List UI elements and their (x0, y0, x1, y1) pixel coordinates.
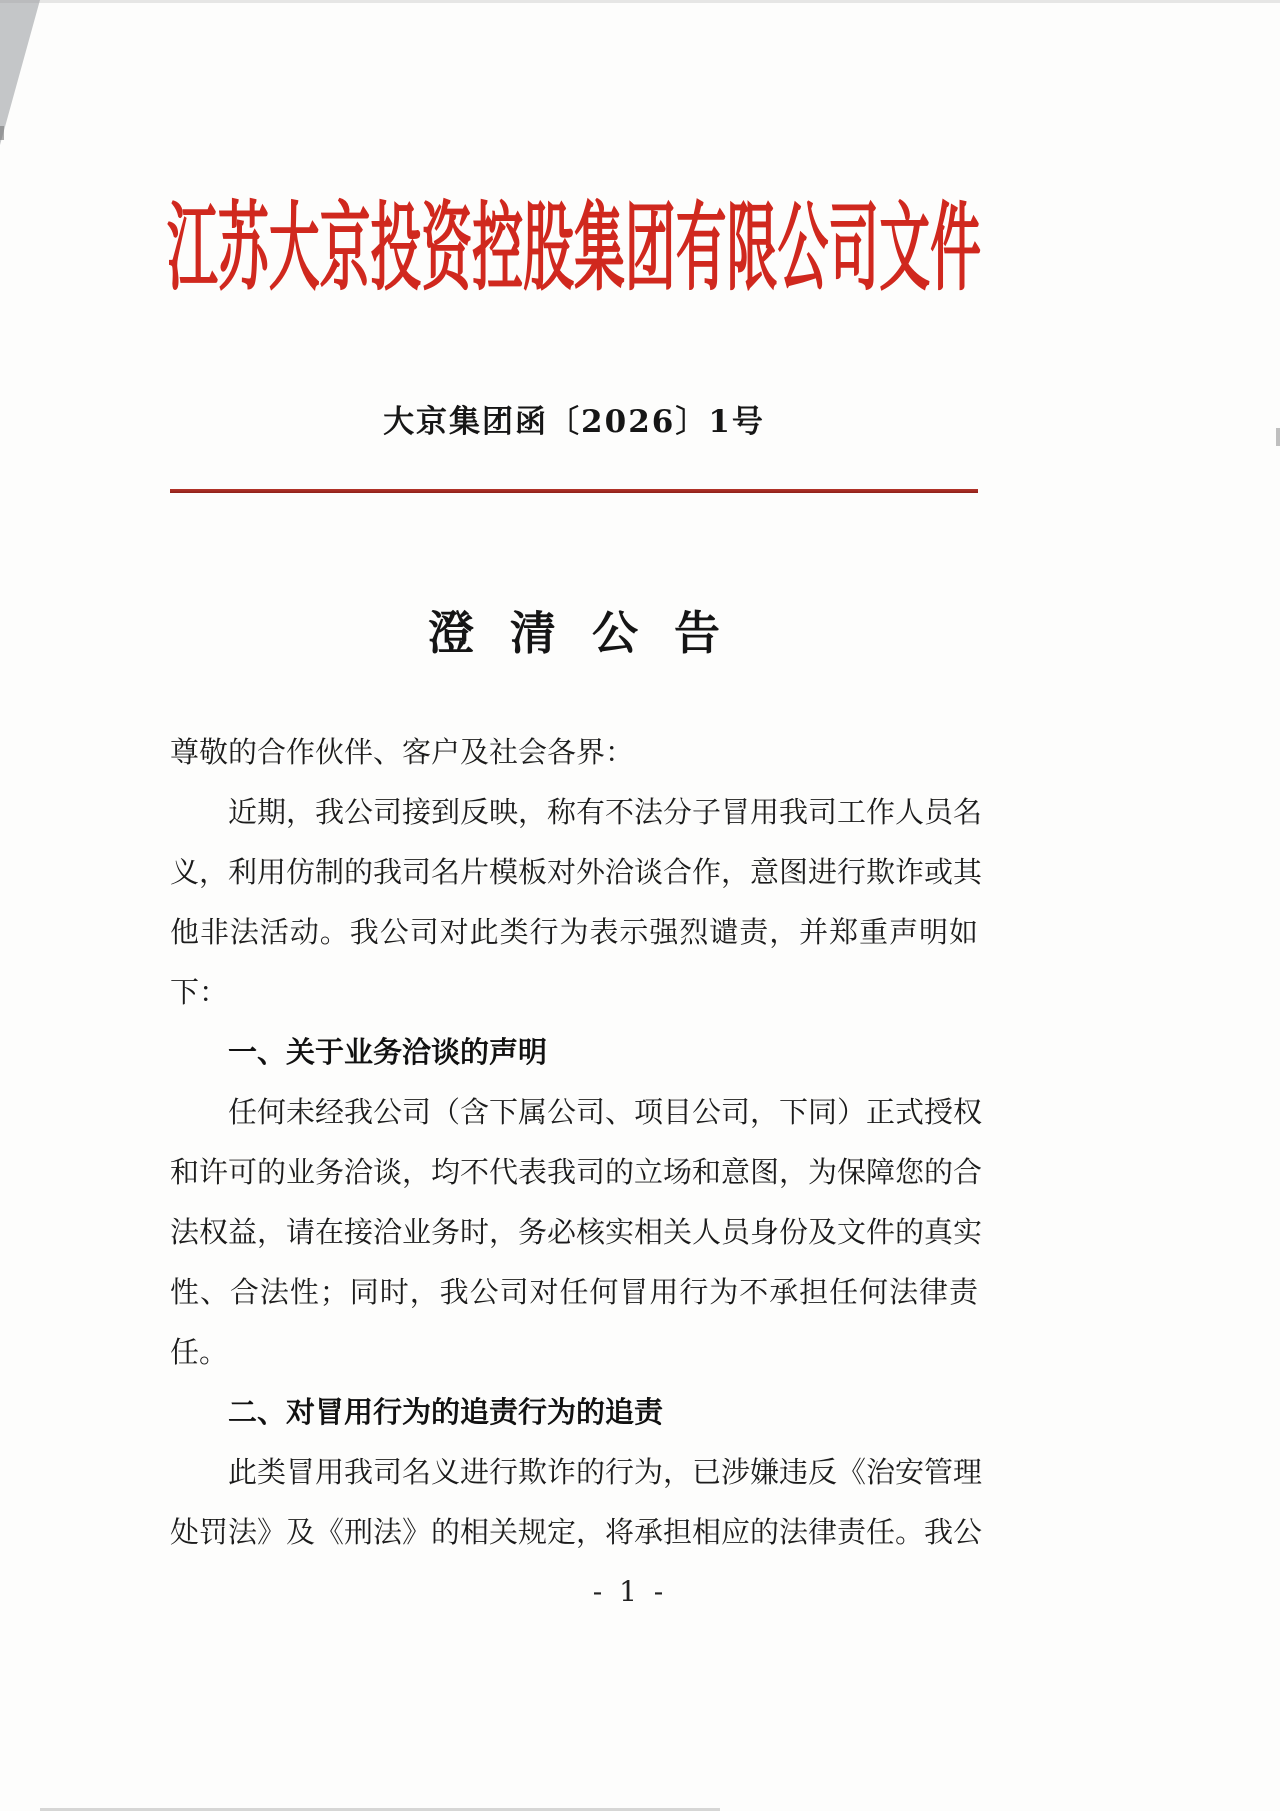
section-heading-1: 一、关于业务洽谈的声明 (228, 1035, 548, 1069)
letterhead-title: 江苏大京投资控股集团有限公司文件 (166, 191, 982, 304)
letterhead-banner (166, 191, 982, 308)
page-number: - 1 - (592, 1575, 668, 1608)
body-line: 近期，我公司接到反映，称有不法分子冒用我司工作人员名 (228, 795, 983, 829)
scan-artifact-top-edge (0, 0, 1280, 3)
scan-artifact-right-edge (1276, 428, 1280, 446)
section-heading-2: 二、对冒用行为的追责行为的追责 (228, 1395, 664, 1429)
announcement-title: 澄清公告 (428, 606, 756, 660)
body-line: 他非法活动。我公司对此类行为表示强烈谴责，并郑重声明如 (170, 915, 978, 949)
body-line: 下： (170, 975, 229, 1009)
body-line: 义，利用仿制的我司名片模板对外洽谈合作，意图进行欺诈或其 (170, 855, 983, 889)
scan-artifact-top-left (0, 0, 40, 145)
body-line: 处罚法》及《刑法》的相关规定，将承担相应的法律责任。我公 (170, 1515, 983, 1549)
salutation-line: 尊敬的合作伙伴、客户及社会各界： (170, 735, 635, 769)
document-number: 大京集团函〔2026〕1号 (383, 404, 765, 440)
body-line: 任何未经我公司（含下属公司、项目公司，下同）正式授权 (228, 1095, 983, 1129)
body-line: 任。 (170, 1335, 229, 1369)
scan-artifact-left-edge (0, 126, 4, 140)
red-divider-rule (170, 489, 978, 493)
document-body (170, 722, 983, 1562)
body-line: 和许可的业务洽谈，均不代表我司的立场和意图，为保障您的合 (170, 1155, 983, 1189)
body-line: 法权益，请在接洽业务时，务必核实相关人员身份及文件的真实 (170, 1215, 983, 1249)
body-line: 性、合法性；同时，我公司对任何冒用行为不承担任何法律责 (170, 1275, 978, 1309)
body-line: 此类冒用我司名义进行欺诈的行为，已涉嫌违反《治安管理 (228, 1455, 983, 1489)
